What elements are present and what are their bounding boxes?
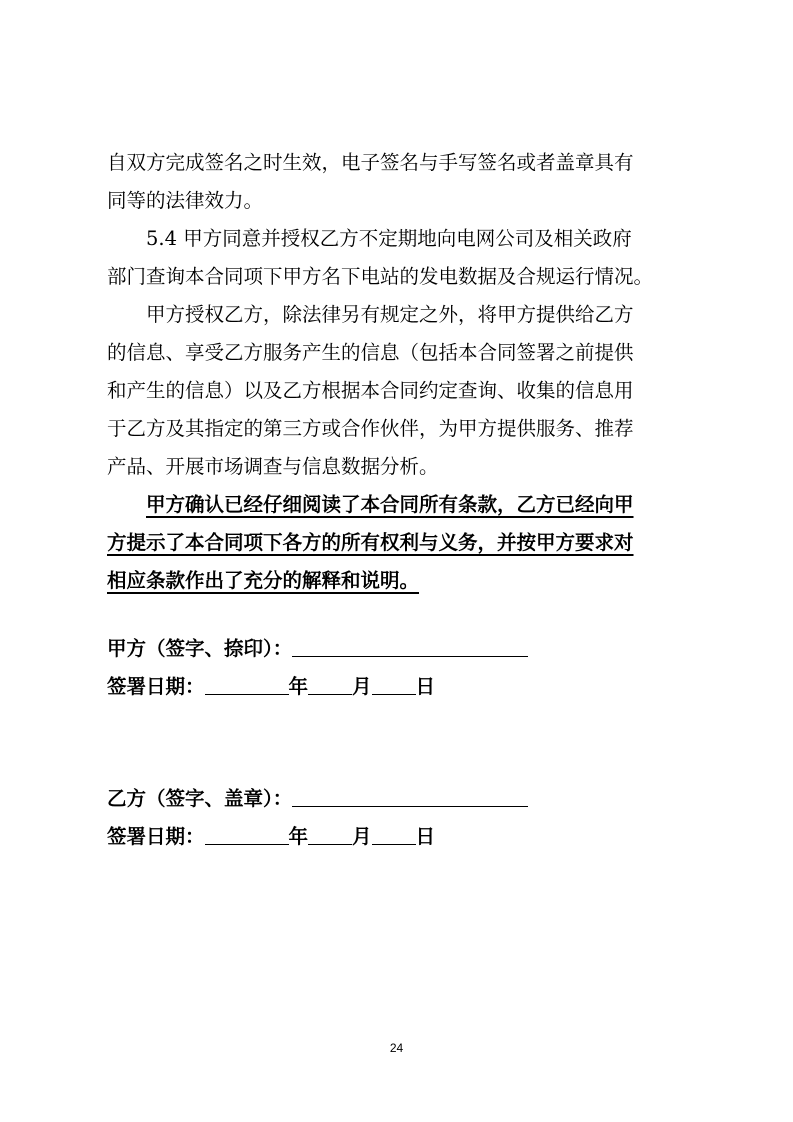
party-a-signature-row [107, 634, 528, 664]
confirmation-statement-line [146, 486, 696, 524]
authorization-line: 的信息、享受乙方服务产生的信息（包括本合同签署之前提供 [107, 341, 634, 364]
confirmation-text: 方提示了本合同项下各方的所有权利与义务，并按甲方要求对 [107, 531, 634, 554]
party-a-signature-field[interactable] [292, 634, 528, 657]
authorization-line: 和产生的信息）以及乙方根据本合同约定查询、收集的信息用 [107, 379, 634, 402]
month-field[interactable] [308, 822, 352, 845]
month-label: 月 [352, 675, 372, 698]
confirmation-text: 相应条款作出了充分的解释和说明。 [107, 569, 420, 592]
party-b-signature-row [107, 784, 528, 814]
year-label: 年 [288, 675, 309, 698]
page-number: 24 [389, 1041, 404, 1055]
year-label: 年 [288, 825, 309, 848]
day-label: 日 [415, 825, 436, 848]
party-b-label: 乙方（签字、盖章）： [107, 787, 293, 810]
paragraph-line: 自双方完成签名之时生效，电子签名与手写签名或者盖章具有 [107, 151, 634, 174]
paragraph-line: 同等的法律效力。 [107, 189, 264, 212]
party-a-date-row [107, 672, 435, 702]
year-field[interactable] [205, 672, 289, 695]
month-field[interactable] [308, 672, 352, 695]
party-b-date-row [107, 822, 435, 852]
confirmation-text: 甲方确认已经仔细阅读了本合同所有条款，乙方已经向甲 [146, 493, 634, 516]
clause-5-4-line: 部门查询本合同项下甲方名下电站的发电数据及合规运行情况。 [107, 265, 654, 288]
month-label: 月 [352, 825, 372, 848]
confirmation-statement-line [107, 562, 697, 600]
party-b-signature-field[interactable] [292, 784, 528, 807]
day-field[interactable] [372, 822, 416, 845]
confirmation-statement-line [107, 524, 697, 562]
date-label: 签署日期： [107, 675, 205, 698]
year-field[interactable] [205, 822, 289, 845]
day-field[interactable] [372, 672, 416, 695]
day-label: 日 [415, 675, 436, 698]
clause-5-4-line: 5.4 甲方同意并授权乙方不定期地向电网公司及相关政府 [146, 227, 632, 250]
authorization-line: 产品、开展市场调查与信息数据分析。 [107, 455, 439, 478]
party-a-label: 甲方（签字、捺印）： [107, 637, 293, 660]
date-label: 签署日期： [107, 825, 205, 848]
authorization-line: 于乙方及其指定的第三方或合作伙伴，为甲方提供服务、推荐 [107, 417, 634, 440]
authorization-line: 甲方授权乙方，除法律另有规定之外，将甲方提供给乙方 [146, 303, 634, 326]
